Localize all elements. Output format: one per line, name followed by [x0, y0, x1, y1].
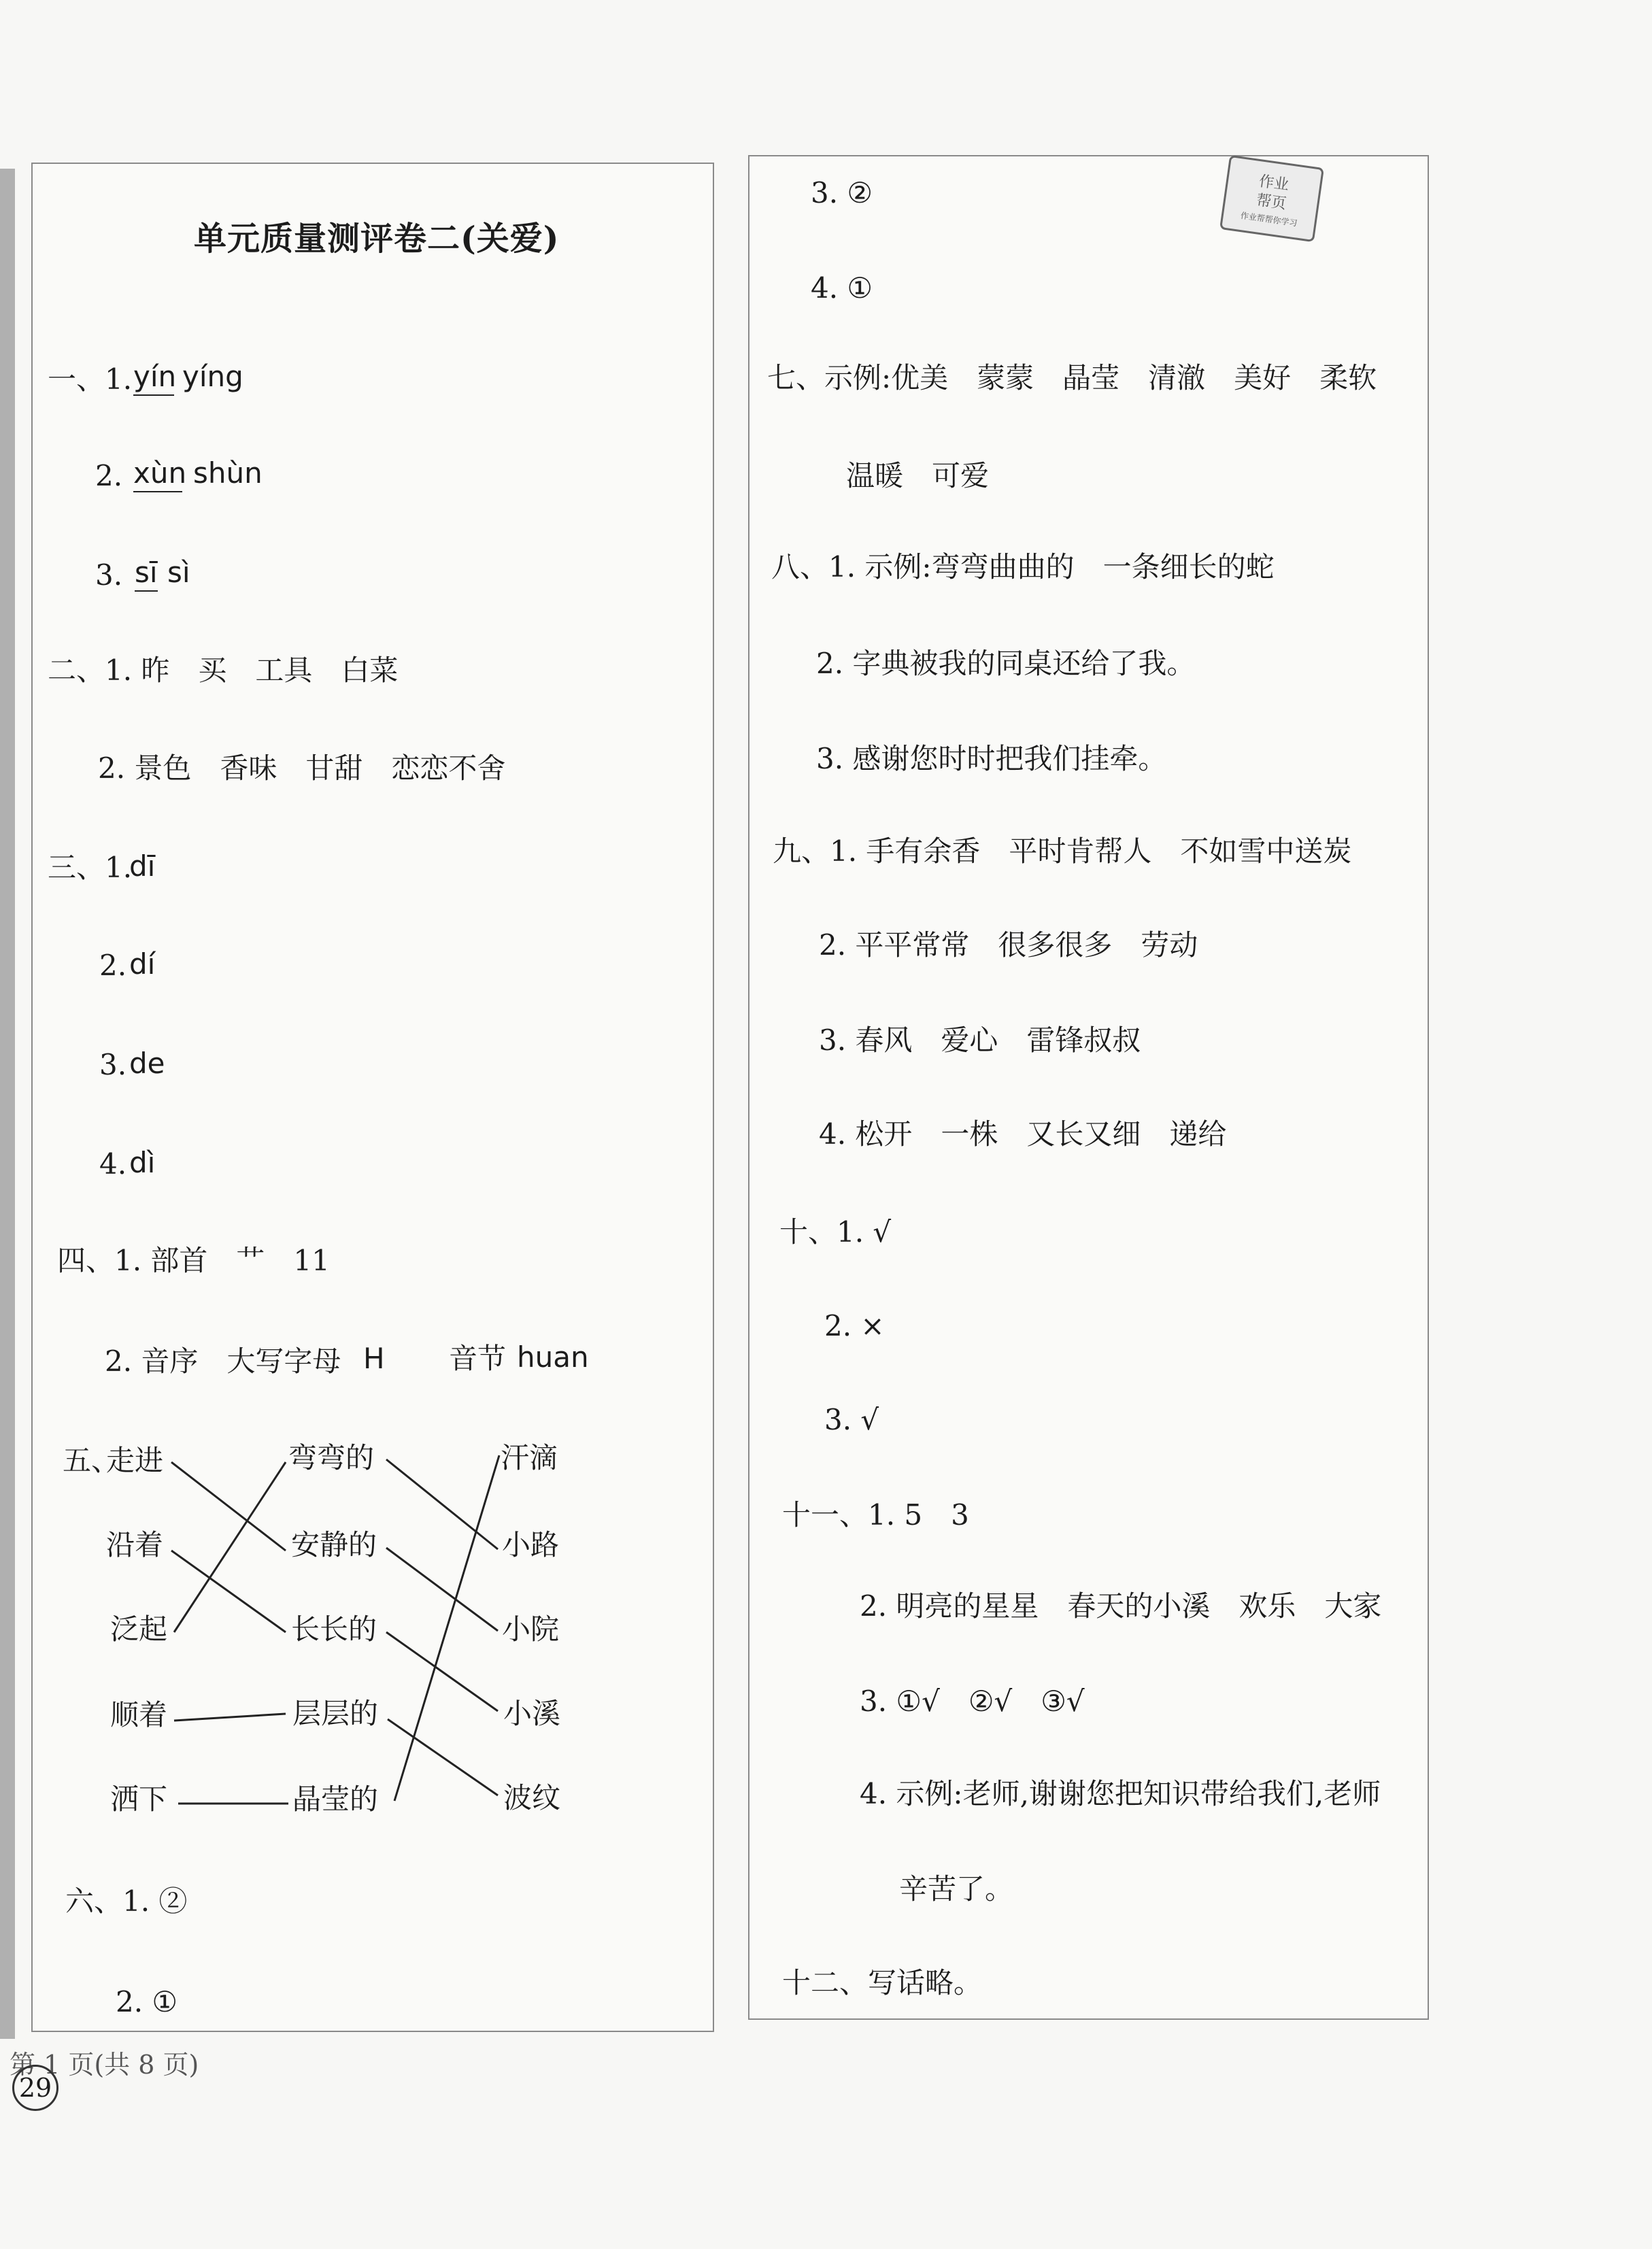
page-number-circle: 29 [12, 2065, 58, 2111]
q11-3: 3. ①√ ②√ ③√ [860, 1685, 1085, 1718]
match-line [171, 1551, 286, 1632]
q5-col1-item: 泛起 [110, 1612, 168, 1646]
q5-col3-item: 汗滴 [501, 1441, 558, 1474]
q6-4: 4. ① [811, 271, 873, 305]
match-line [388, 1719, 498, 1795]
q12-1: 十二、写话略。 [782, 1966, 983, 1999]
q1-2-pinyin-b: shùn [193, 456, 263, 490]
q11-5: 辛苦了。 [899, 1872, 1014, 1906]
q9-2: 2. 平平常常 很多很多 劳动 [819, 928, 1198, 962]
q1-1-pinyin-b: yíng [182, 360, 243, 393]
q8-3: 3. 感谢您时时把我们挂牵。 [816, 742, 1167, 775]
q10-2: 2. × [824, 1309, 885, 1342]
q4-2-syllable-label: 音节 [449, 1342, 507, 1375]
q9-1: 九、1. 手有余香 平时肯帮人 不如雪中送炭 [773, 834, 1352, 868]
q5-col3-item: 小路 [502, 1528, 560, 1561]
q5-col2-item: 长长的 [291, 1612, 377, 1646]
q3-2-answer: dí [129, 947, 156, 981]
match-line [386, 1459, 498, 1549]
q9-4: 4. 松开 一株 又长又细 递给 [819, 1117, 1227, 1151]
q5-col3-item: 波纹 [503, 1781, 561, 1814]
q3-1-num: 三、1. [48, 851, 133, 884]
q4-2-syllable: huan [517, 1340, 589, 1374]
q8-1: 八、1. 示例:弯弯曲曲的 一条细长的蛇 [771, 550, 1275, 584]
q1-3-pinyin-a: sī [135, 556, 158, 589]
q5-col2-item: 晶莹的 [292, 1782, 379, 1816]
q5-col3-item: 小溪 [503, 1697, 561, 1730]
q5-col1-item: 走进 [106, 1444, 164, 1477]
q3-4-answer: dì [129, 1146, 156, 1179]
q1-2-pinyin-a: xùn [133, 456, 187, 490]
q10-3: 3. √ [824, 1403, 879, 1436]
q4-1: 四、1. 部首 艹 11 [57, 1244, 330, 1277]
q2-1: 二、1. 昨 买 工具 白菜 [48, 654, 399, 687]
q4-2-letter: H [363, 1342, 385, 1375]
q7-1: 七、示例:优美 蒙蒙 晶莹 清澈 美好 柔软 [767, 361, 1377, 394]
q6-2: 2. ① [116, 1985, 178, 2018]
match-line [171, 1462, 286, 1551]
q5-col3-item: 小院 [502, 1612, 560, 1646]
q3-2-num: 2. [99, 949, 127, 982]
q6-3: 3. ② [811, 176, 873, 209]
match-line [174, 1714, 286, 1721]
q5-col2-item: 安静的 [291, 1528, 377, 1561]
page-title: 单元质量测评卷二(关爱) [194, 220, 560, 258]
q3-1-answer: dī [129, 849, 156, 883]
q5-head: 五、 [63, 1444, 120, 1477]
homework-stamp: 作业 帮页 作业帮帮你学习 [1219, 155, 1324, 242]
q11-4: 4. 示例:老师,谢谢您把知识带给我们,老师 [860, 1777, 1381, 1810]
q3-3-num: 3. [99, 1048, 127, 1081]
page-indicator: 第 1 页(共 8 页) [10, 2050, 199, 2080]
q6-1: 六、1. ② [65, 1884, 188, 1918]
q2-2: 2. 景色 香味 甘甜 恋恋不舍 [98, 751, 506, 785]
q5-col1-item: 沿着 [106, 1528, 164, 1561]
q3-3-answer: de [129, 1047, 165, 1080]
q4-2: 2. 音序 大写字母 [105, 1345, 341, 1378]
q7-2: 温暖 可爱 [846, 459, 990, 492]
q1-2-num: 2. [95, 459, 123, 492]
q5-col1-item: 顺着 [110, 1698, 168, 1731]
q1-3-pinyin-b: sì [167, 556, 190, 589]
q5-col2-item: 层层的 [292, 1697, 379, 1730]
q8-2: 2. 字典被我的同桌还给了我。 [816, 647, 1196, 680]
q1-3-num: 3. [95, 558, 123, 592]
match-line [174, 1462, 286, 1632]
match-line [386, 1548, 498, 1631]
q10-1: 十、1. √ [779, 1215, 892, 1249]
q5-col2-item: 弯弯的 [288, 1441, 375, 1474]
q11-2: 2. 明亮的星星 春天的小溪 欢乐 大家 [860, 1589, 1382, 1623]
q3-4-num: 4. [99, 1147, 127, 1181]
q11-1: 十一、1. 5 3 [782, 1498, 969, 1532]
q9-3: 3. 春风 爱心 雷锋叔叔 [819, 1024, 1141, 1057]
q1-1-pinyin-a: yín [133, 360, 177, 393]
q5-col1-item: 洒下 [110, 1782, 168, 1816]
q1-1-num: 一、1. [48, 362, 133, 396]
